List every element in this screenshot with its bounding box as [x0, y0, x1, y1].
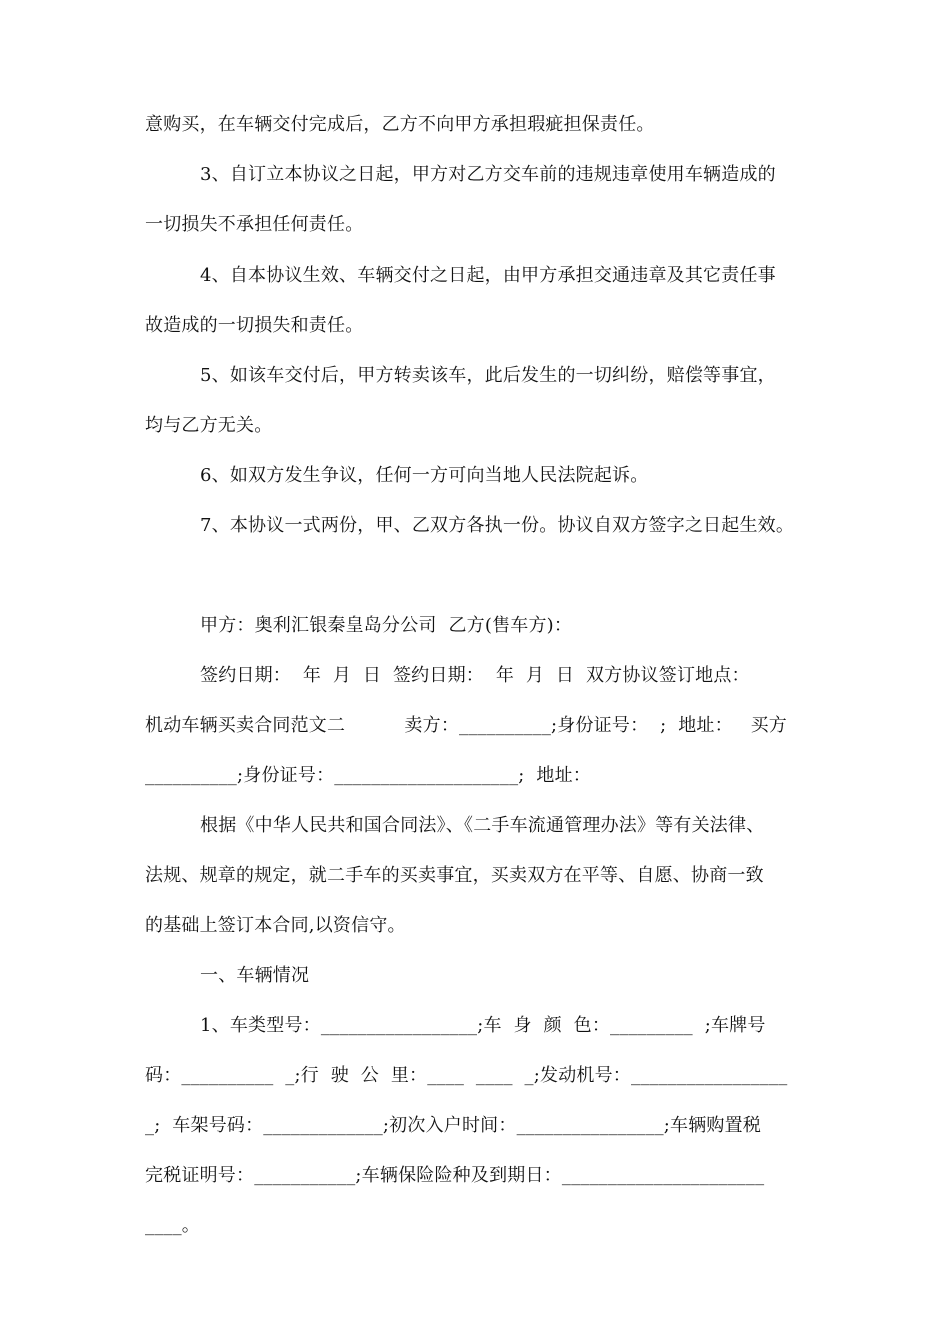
clause-7-line: 7、本协议一式两份，甲、乙双方各执一份。协议自双方签字之日起生效。 — [200, 515, 795, 536]
clause-6-line: 6、如双方发生争议，任何一方可向当地人民法院起诉。 — [200, 465, 649, 486]
vehicle-info-line-2: 码：__________ _;行 驶 公 里：____ ____ _;发动机号：_________________ — [145, 1065, 788, 1086]
clause-3-line-1: 3、自订立本协议之日起，甲方对乙方交车前的违规违章使用车辆造成的 — [200, 164, 776, 185]
basis-line-2: 法规、规章的规定，就二手车的买卖事宜，买卖双方在平等、自愿、协商一致 — [145, 865, 764, 886]
vehicle-info-line-4: 完税证明号：___________;车辆保险险种及到期日：______________________ — [145, 1165, 765, 1186]
vehicle-info-line-1: 1、车类型号：_________________;车 身 颜 色：_________ ;车牌号 — [200, 1015, 766, 1036]
party-a-line: 甲方：奥利汇银秦皇岛分公司 乙方(售车方)： — [200, 615, 573, 636]
clause-5-line-2: 均与乙方无关。 — [145, 415, 273, 436]
vehicle-info-line-5: ____。 — [145, 1215, 200, 1236]
basis-line-3: 的基础上签订本合同,以资信守。 — [145, 915, 406, 936]
paragraph-line: 意购买，在车辆交付完成后，乙方不向甲方承担瑕疵担保责任。 — [145, 114, 655, 135]
section-heading-vehicle: 一、车辆情况 — [200, 965, 310, 986]
sign-date-line: 签约日期： 年 月 日 签约日期： 年 月 日 双方协议签订地点： — [200, 665, 750, 686]
contract-title-seller-line: 机动车辆买卖合同范文二 卖方：__________;身份证号： ; 地址： 买方 — [145, 715, 787, 736]
clause-4-line-1: 4、自本协议生效、车辆交付之日起，由甲方承担交通违章及其它责任事 — [200, 265, 776, 286]
vehicle-info-line-3: _; 车架号码：_____________;初次入户时间：________________;车辆购置税 — [145, 1115, 762, 1136]
clause-3-line-2: 一切损失不承担任何责任。 — [145, 214, 364, 235]
clause-5-line-1: 5、如该车交付后，甲方转卖该车，此后发生的一切纠纷，赔偿等事宜， — [200, 365, 776, 386]
clause-4-line-2: 故造成的一切损失和责任。 — [145, 315, 364, 336]
buyer-line: __________;身份证号：____________________; 地址： — [145, 765, 591, 786]
basis-line-1: 根据《中华人民共和国合同法》、《二手车流通管理办法》等有关法律、 — [200, 815, 765, 836]
